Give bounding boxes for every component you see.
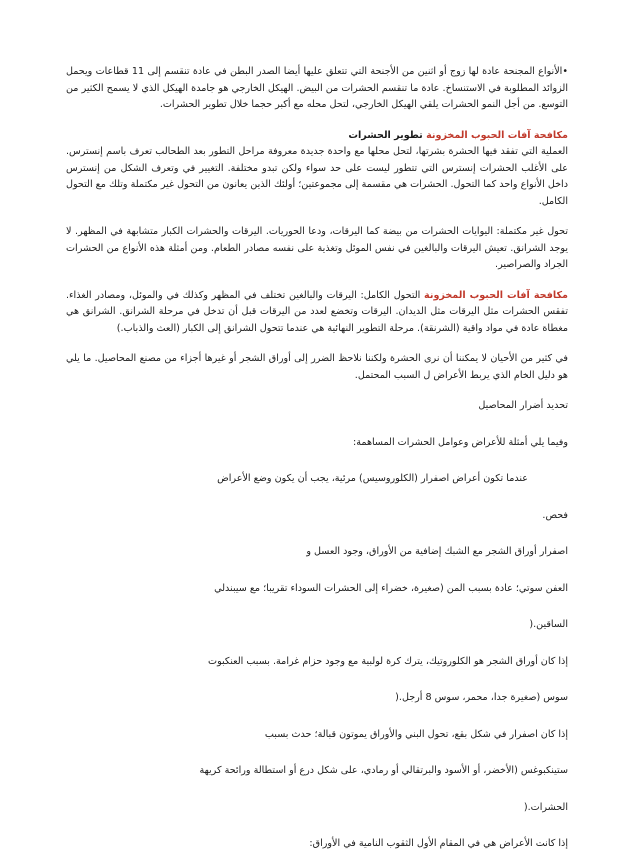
paragraph-complete-metamorphosis: [66, 288, 568, 338]
line-sooty-mold: العفن سوتي؛ عادة بسبب المن (صغيرة، خضراء إلى الحشرات السوداء تقريبا؛ مع سيبندلي: [214, 582, 568, 594]
paragraph-text: العملية التي تفقد فيها الحشرة بشرتها، لتحل محلها مع واحدة جديدة معروفة مراحل التطور بعد الطحالب تعرف باسم إنسترس. على الأغلب الحشرات إنسترس التي تتطور ليست على حد سواء ولكن تبدو مختلفة. التغيير في وتعرف الشكل من إنسترس داخل الأنواع واحد كما التحول. الحشرات هي مقسمة إلى مجموعتين؛ أولئك الذين يعانون من التحول غير مكتملة وتلك مع التحول الكامل.: [66, 146, 568, 207]
line-insects: الحشرات.(: [523, 801, 568, 813]
line-stinkbugs: ستينكبوغس (الأخضر، أو الأسود والبرتقالي أو رمادي، على شكل درع أو استطالة ورائحة كريهة: [199, 765, 568, 776]
paragraph-insect-development: [66, 128, 568, 211]
line-chlorosis: عندما تكون أعراض اصفرار (الكلوروسيس) مرئية، يجب أن يكون وضع الأعراض: [217, 473, 528, 484]
line-examine: فحص.: [542, 509, 568, 521]
paragraph-text: التحول الكامل: اليرقات والبالغين تختلف في المظهر وكذلك في والموئل، ومصادر الغذاء. تفقس الحشرات مثل اليرقات مثل الديدان. اليرقات وتخضع لعدد من اليرقات قبل أن تدخل في مرحلة الشرانق. الشرانق هي مغطاة عادة في مواد واقية (الشرنقة). مرحلة التطوير النهائية هي عندما تتحول الشرانق إلى الكبار (العث والذباب.): [66, 289, 568, 334]
line-yellowing-honeydew: اصفرار أوراق الشجر مع الشبك إضافية من الأوراق، وجود العسل و: [306, 546, 568, 557]
line-legs: الساقين.(: [529, 619, 568, 630]
paragraph-text: في كثير من الأحيان لا يمكننا أن نرى الحشرة ولكننا نلاحظ الضرر إلى أوراق الشجر أو غيرها أجزاء من مصنع المحاصيل. ما يلي هو دليل الخام الذي يربط الأعراض ل السبب المحتمل.: [66, 353, 568, 381]
paragraph-text: •الأنواع المجنحة عادة لها زوج أو اثنين من الأجنحة التي تتعلق عليها أيضا الصدر البطن في عادة تنقسم إلى 11 قطاعات ويحمل الزوائد المطلوبة في الاستنساخ. عادة ما تنقسم الحشرات من البيض. الهيكل الخارجي هو جامدة الهيكل الذي لا يسمح الكثير من التوسع. من أجل النمو الحشرات يلقي الهيكل الخارجي، لتحل محله مع أكبر حجما خلال تطوير الحشرات.: [66, 66, 568, 110]
highlight-heading: مكافحة آفات الحبوب المخزونة: [426, 129, 568, 141]
line-spotted-yellowing: إذا كان اصفرار في شكل بقع، تحول البني والأوراق يموتون قبالة؛ حدث بسبب: [264, 728, 568, 740]
line-chlorotic-leaves: إذا كان أوراق الشجر هو الكلوروتيك، يترك كرة لولبية مع وجود حزام غرامة. بسبب العنكبوت: [208, 655, 568, 667]
line-holes-in-leaves: إذا كانت الأعراض هي في المقام الأول الثقوب النامية في الأوراق:: [309, 838, 568, 849]
paragraph-incomplete-metamorphosis: [66, 224, 568, 274]
line-identify-damage: تحديد أضرار المحاصيل: [478, 400, 568, 411]
line-examples: وفيما يلي أمثلة للأعراض وعوامل الحشرات المساهمة:: [353, 436, 568, 448]
paragraph-damage-guide: [66, 351, 568, 384]
paragraph-text: تحول غير مكتملة: اليوايات الحشرات من بيضة كما اليرقات، ودعا الحوريات. اليرقات والحشرات الكبار متشابهة في المظهر. لا يوجد الشرانق. تعيش اليرقات والبالغين في نفس الموئل وتغذية على نفسه مصادر الطعام. ومن أمثلة هذه الأنواع من الحشرات الجراد والصراصير.: [66, 226, 568, 270]
paragraph-winged-species: [66, 64, 568, 114]
line-mites: سوس (صغيرة جدا، محمر، سوس 8 أرجل.(: [395, 692, 568, 703]
highlight-heading: مكافحة آفات الحبوب المخزونة: [424, 289, 568, 301]
section-heading: تطوير الحشرات: [348, 129, 427, 141]
